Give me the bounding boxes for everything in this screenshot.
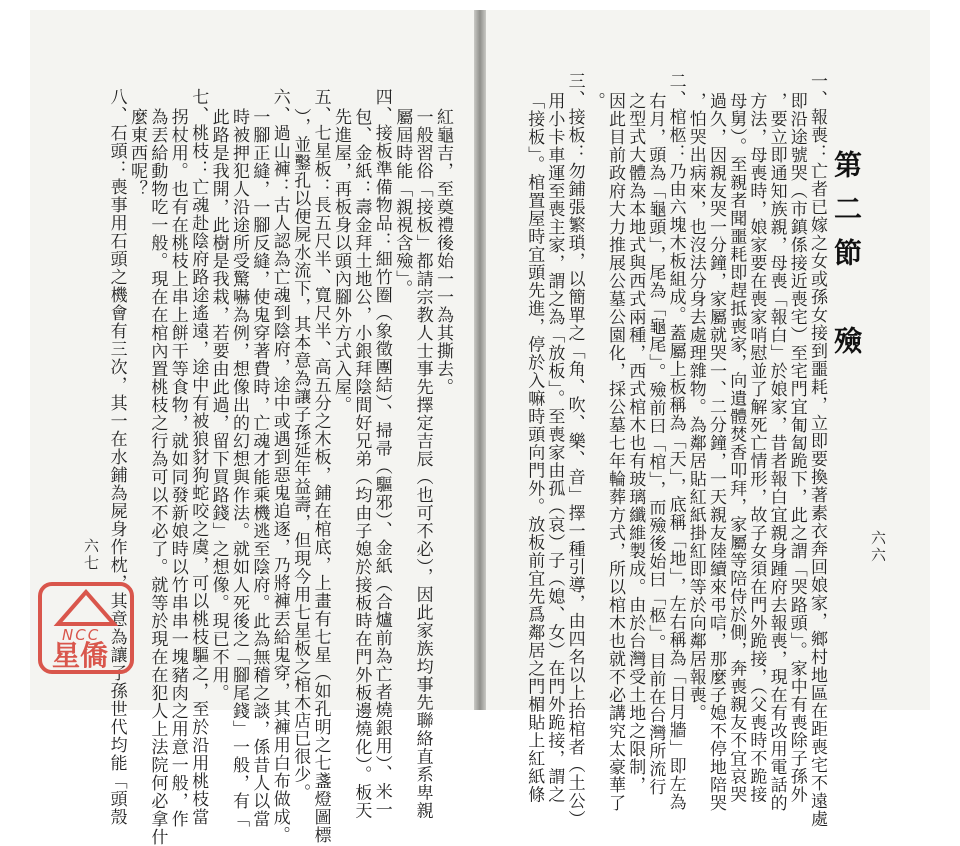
- text-column: 右月，頭為「龜頭」，尾為「龜尾」。殮前曰「棺」，而殮後始曰「柩」。目前在台灣所流行: [645, 92, 666, 796]
- text-column: 因此目前政府大力推展公墓公園化，採公墓七年輪葬方式，所以棺木也就不必講究太豪華了: [605, 92, 625, 812]
- text-column: 之型式大體為本地式與西式兩種，西式棺木也有玻璃纖維製成。由於台灣受土地之限制，: [625, 92, 646, 794]
- text-column: 六、過山褲：古人認為亡魂到陰府，途中或遇到惡鬼追逐，乃將褲丟給鬼穿，其褲用白布做成。: [269, 88, 290, 844]
- text-column: 母舅）。至親者聞噩耗即趕抵喪家，向遺體焚香叩拜，家屬等陪侍於側，奔喪親友不宜哀哭: [726, 92, 747, 804]
- text-column: ，怕哭出病來，也沒法分身去處理雜物。為鄰居貼紅紙掛紅即等於向鄰居報喪。: [685, 92, 706, 722]
- text-column: 時被押犯人沿途所受驚嚇為例，想像出的幻想與作法。就如人死後之「腳尾錢」一般，有「: [229, 108, 249, 828]
- text-column: 「接板」。棺置屋時宜頭先進，停於入嘛時頭向門外。放板前宜先爲鄰居之門楣貼上紅紙條: [524, 92, 545, 804]
- text-column: ），並鑿孔以便屍水流下，其本意為讓子孫延年益壽，但現今用七星板之棺木店已很少。: [290, 108, 311, 802]
- text-column: 二、棺柩：乃由六塊木板組成。蓋屬上板稱為「天」，底稱「地」，左右稱為「日月牆」即左為: [665, 72, 686, 811]
- text-column: 。: [584, 92, 605, 110]
- text-column: 一、報喪：亡者已嫁之女或孫女接到噩耗，立即要換著素衣奔回娘家，鄉村地區在距喪宅不遠處: [807, 72, 827, 828]
- logo-top-text: NCC: [62, 626, 101, 644]
- right-page-number: 六六: [869, 530, 887, 564]
- text-column: 麼東西呢？: [127, 108, 147, 198]
- logo-bottom-text: 星僑: [52, 639, 109, 672]
- text-column: 為丟給動物吃一般。現在在棺內置桃枝之行為可以不必了。就等於現在在犯人上法院何必拿什: [147, 108, 168, 846]
- text-column: 用小卡車運至喪主家，謂之為「放板」。至喪家由孤（哀）子（媳、女）在門外跪接，謂之: [544, 92, 565, 804]
- text-column: 包、金紙：壽金拜土地公，小銀拜陰間好兄弟（均由子媳於接板時在門外板邊燒化）。板天: [351, 108, 372, 820]
- text-column: 一腳正縫，一腳反縫，使鬼穿著費時，亡魂才能乘機逃至陰府。此為無稽之談，係昔人以當: [249, 108, 270, 828]
- text-column: ，要立即通知族親，母喪「報白」於娘家，昔者報白宜親身踵府去報喪，現在有改用電話的: [766, 92, 787, 812]
- text-column: 八、石頭：喪事用石頭之機會有三次，其一在水鋪為屍身作枕，其意為讓子孫世代均能「頭殼: [106, 88, 127, 826]
- book-gutter: [474, 10, 486, 710]
- text-column: 七、桃枝：亡魂赴陰府路途遙遠，途中有被狼豺狗蛇咬之虞，可以桃枝驅之，至於沿用桃枝當: [188, 88, 209, 826]
- text-column: 拐杖用。也有在桃枝上串上餅干等食物，就如同發新娘時以竹串串一塊豬肉之用意一般，作: [167, 108, 188, 828]
- left-page-number: 六七: [82, 538, 100, 572]
- text-column: 一般習俗「接板」都請宗教人士事先擇定吉辰（也可不必），因此家族均事先聯絡直系卑親: [412, 108, 433, 820]
- text-column: 屬屆時能「親視含殮」。: [392, 108, 413, 298]
- text-column: 先進屋，再板身以頭內腳外方式入屋。: [331, 108, 351, 414]
- text-column: 方法，母喪時，娘家要在喪家哨慰並了解死亡情形，故子女須在門外跪接，（父喪時不跪接: [746, 92, 767, 804]
- text-column: 五、七星板：長五尺半、寬尺半、高五分之木板，鋪在棺底，上畫有七星（如孔明之七盞燈圖標: [310, 88, 331, 844]
- text-column: 過久，因親友哭一分鐘，家屬就哭一、二分鐘，一天親友陸續來弔唁，那麼子媳不停地陪哭: [706, 92, 726, 812]
- section-title: 第二節 殮: [830, 150, 863, 370]
- text-column: 紅龜吉，至奠禮後始一一為其撕去。: [433, 108, 453, 396]
- ncc-logo: [38, 582, 134, 674]
- text-column: 此路是我開，此樹是我栽，若要由此過，留下買路錢」之想像。現已不用。: [208, 108, 229, 702]
- text-column: 四、接板準備物品：細竹圈（象徵團結）、掃帚（驅邪）、金紙（合爐前為亡者燒銀用）、米一: [371, 88, 392, 819]
- text-column: 即沿途號哭（市鎮係接近喪宅）至宅門宜匍匐跪下，此之謂「哭路頭」。家中有喪除子孫外: [786, 92, 807, 804]
- text-column: 三、接板：勿鋪張繁瑣，以簡單之「角、吹、樂、音」擇一種引導，由四名以上抬棺者（土公）: [564, 72, 585, 828]
